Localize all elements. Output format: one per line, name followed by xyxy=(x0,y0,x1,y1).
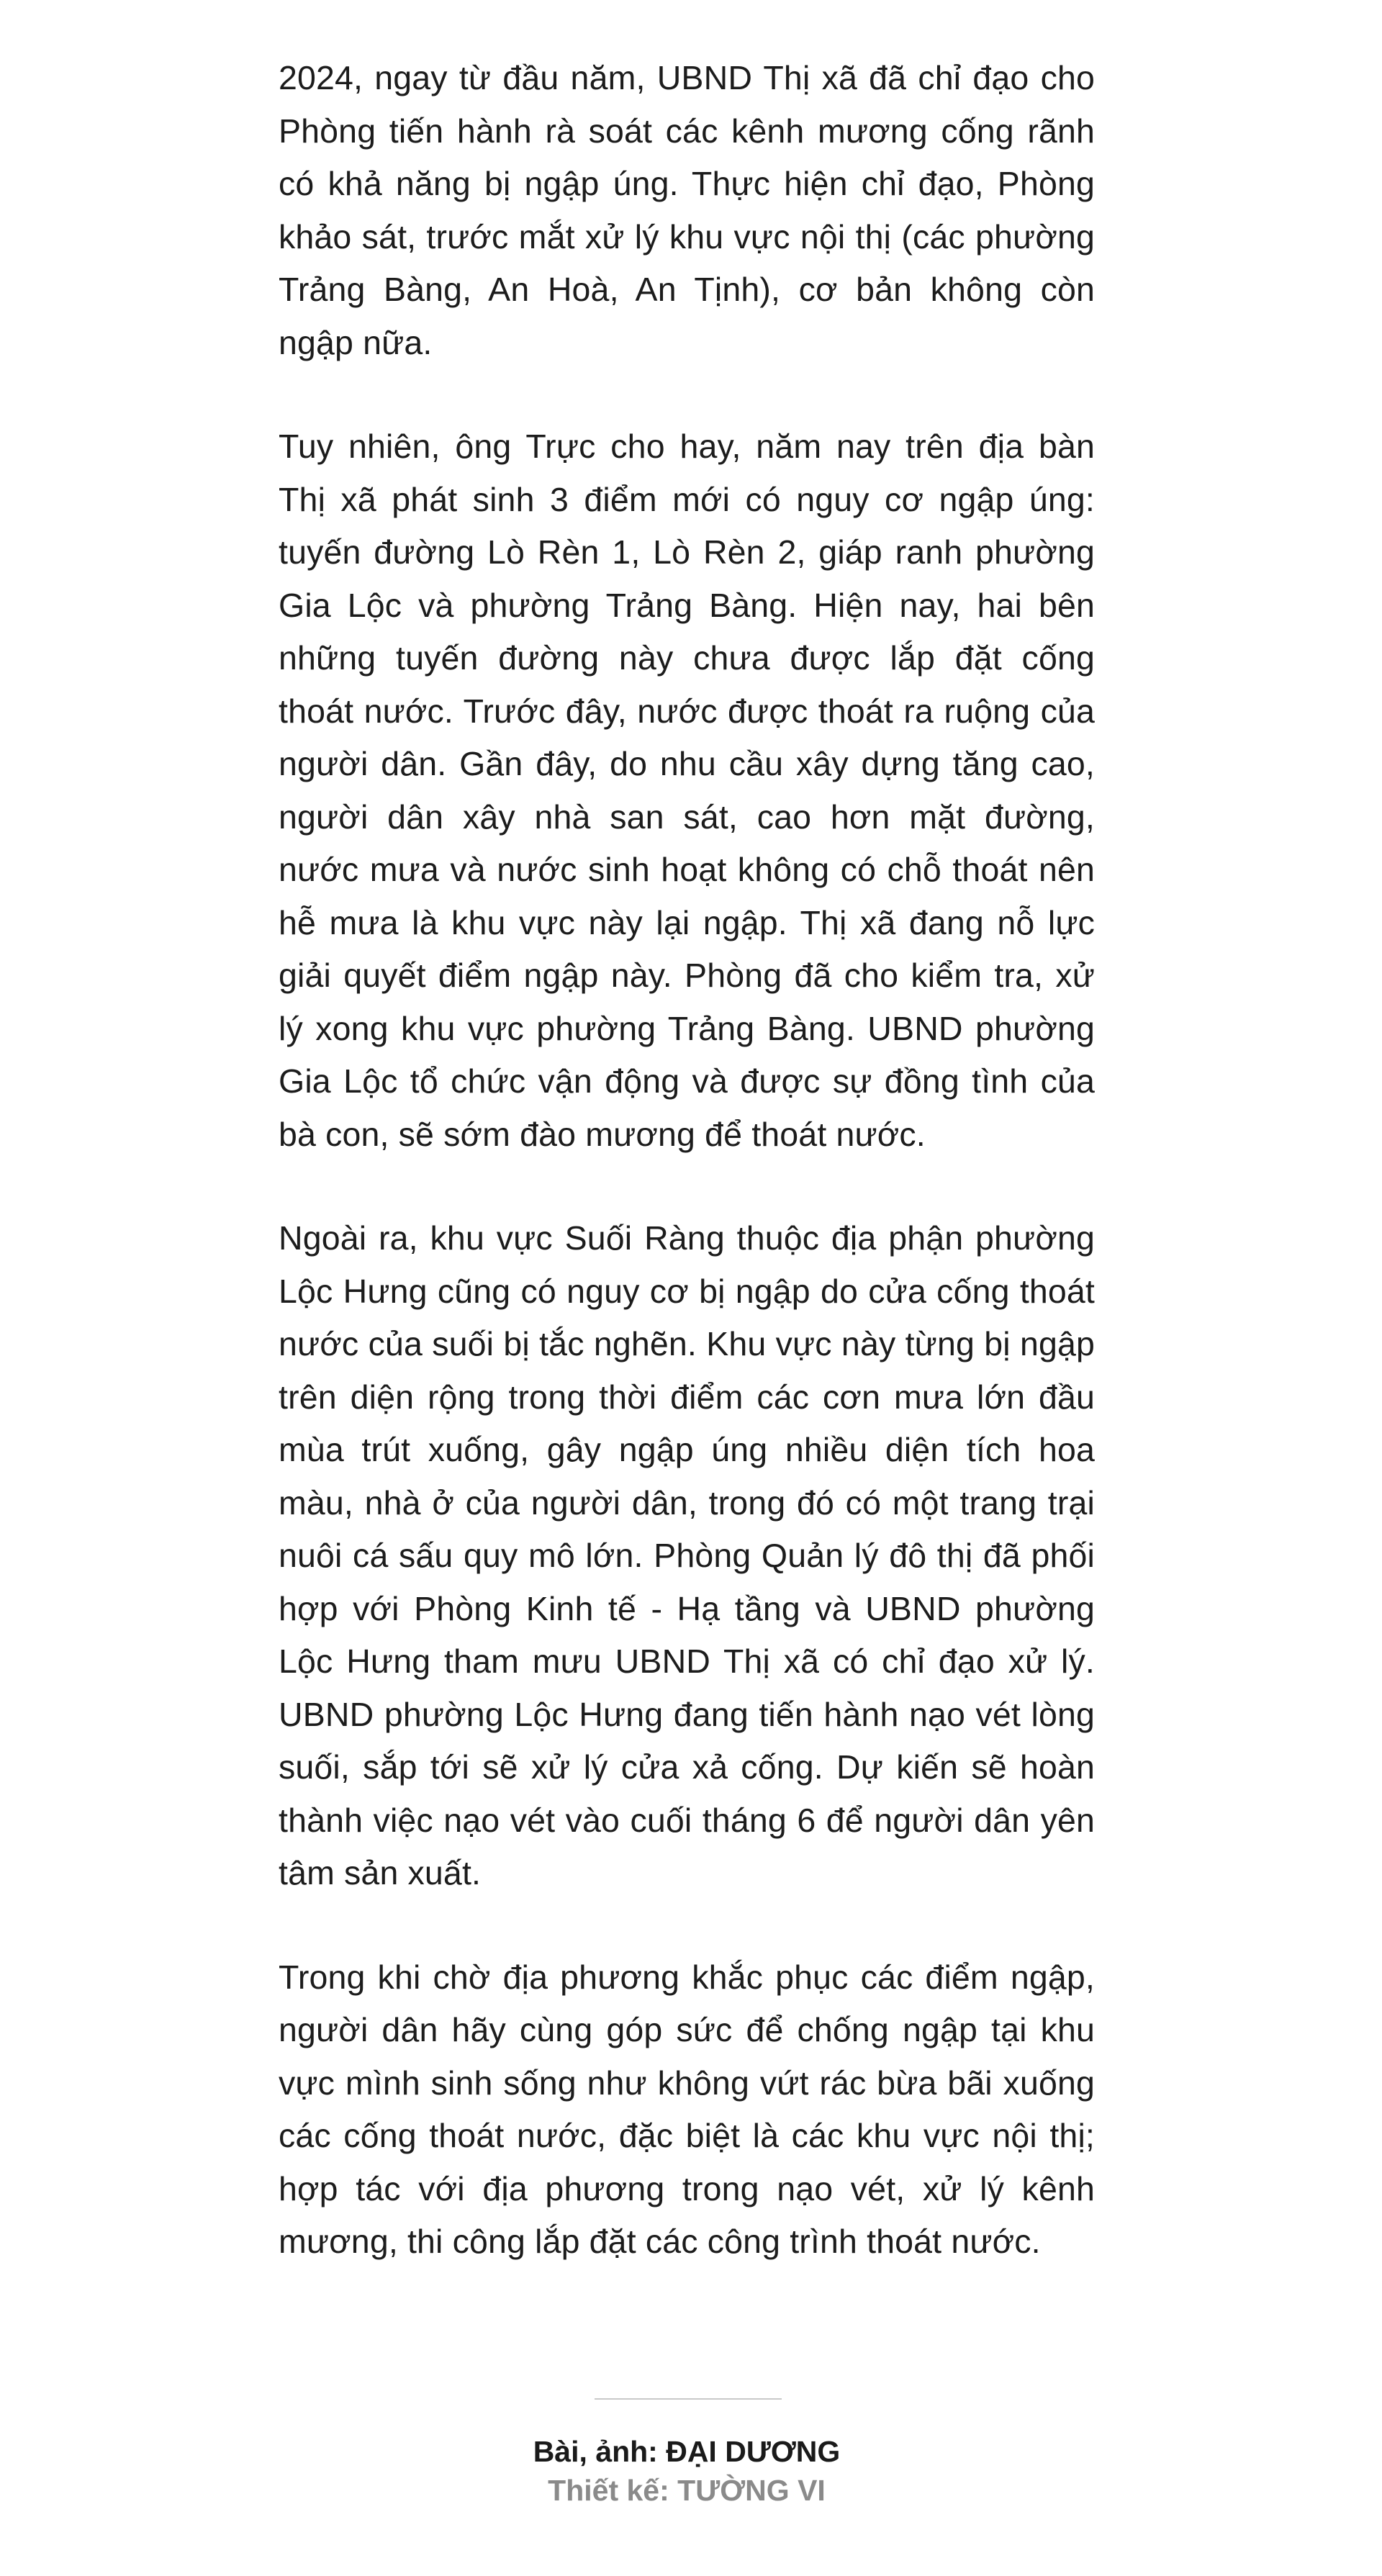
credit-author: Bài, ảnh: ĐẠI DƯƠNG xyxy=(533,2435,841,2468)
article-body xyxy=(279,52,1095,2269)
credits-divider xyxy=(595,2398,782,2400)
article-paragraph-1: 2024, ngay từ đầu năm, UBND Thị xã đã chỉ đạo cho Phòng tiến hành rà soát các kênh mương cống rãnh có khả năng bị ngập úng. Thực hiện chỉ đạo, Phòng khảo sát, trước mắt xử lý khu vực nội thị (các phường Trảng Bàng, An Hoà, An Tịnh), cơ bản không còn ngập nữa. xyxy=(279,59,1095,361)
credit-design: Thiết kế: TƯỜNG VI xyxy=(548,2474,826,2507)
article-paragraph-3: Ngoài ra, khu vực Suối Ràng thuộc địa phận phường Lộc Hưng cũng có nguy cơ bị ngập do cửa cống thoát nước của suối bị tắc nghẽn. Khu vực này từng bị ngập trên diện rộng trong thời điểm các cơn mưa lớn đầu mùa trút xuống, gây ngập úng nhiều diện tích hoa màu, nhà ở của người dân, trong đó có một trang trại nuôi cá sấu quy mô lớn. Phòng Quản lý đô thị đã phối hợp với Phòng Kinh tế - Hạ tầng và UBND phường Lộc Hưng tham mưu UBND Thị xã có chỉ đạo xử lý. UBND phường Lộc Hưng đang tiến hành nạo vét lòng suối, sắp tới sẽ xử lý cửa xả cống. Dự kiến sẽ hoàn thành việc nạo vét vào cuối tháng 6 để người dân yên tâm sản xuất. xyxy=(279,1219,1095,1892)
article-paragraph-2: Tuy nhiên, ông Trực cho hay, năm nay trên địa bàn Thị xã phát sinh 3 điểm mới có nguy cơ ngập úng: tuyến đường Lò Rèn 1, Lò Rèn 2, giáp ranh phường Gia Lộc và phường Trảng Bàng. Hiện nay, hai bên những tuyến đường này chưa được lắp đặt cống thoát nước. Trước đây, nước được thoát ra ruộng của người dân. Gần đây, do nhu cầu xây dựng tăng cao, người dân xây nhà san sát, cao hơn mặt đường, nước mưa và nước sinh hoạt không có chỗ thoát nên hễ mưa là khu vực này lại ngập. Thị xã đang nỗ lực giải quyết điểm ngập này. Phòng đã cho kiểm tra, xử lý xong khu vực phường Trảng Bàng. UBND phường Gia Lộc tổ chức vận động và được sự đồng tình của bà con, sẽ sớm đào mương để thoát nước. xyxy=(279,428,1095,1153)
article-paragraph-4: Trong khi chờ địa phương khắc phục các điểm ngập, người dân hãy cùng góp sức để chống ngập tại khu vực mình sinh sống như không vứt rác bừa bãi xuống các cống thoát nước, đặc biệt là các khu vực nội thị; hợp tác với địa phương trong nạo vét, xử lý kênh mương, thi công lắp đặt các công trình thoát nước. xyxy=(279,1958,1095,2260)
article-credits xyxy=(279,2432,1095,2510)
